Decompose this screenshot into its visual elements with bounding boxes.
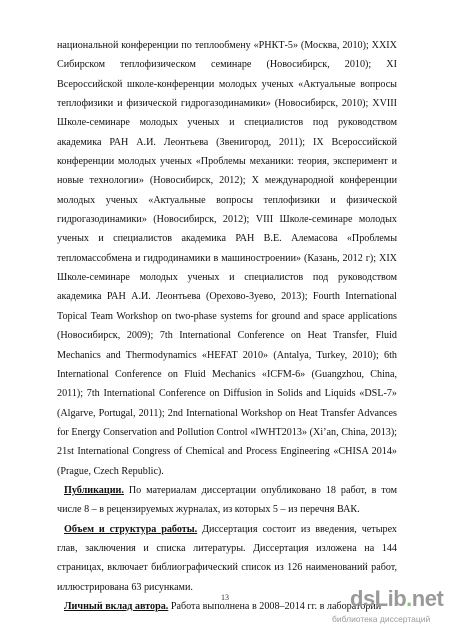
dslib-logo xyxy=(350,586,443,612)
contribution-heading: Личный вклад автора. xyxy=(64,600,169,612)
page-body xyxy=(57,36,397,616)
structure-text: Диссертация состоит из введения, четырех глав, заключения и списка литературы. Диссертация изложена на 144 страницах, включает библиографический список из 126 наименований работ, иллюстрирована 63 рисунками. xyxy=(57,523,397,593)
contribution-text: Работа выполнена в 2008–2014 гг. в лаборатории xyxy=(168,600,382,612)
dslib-watermark[interactable] xyxy=(332,586,446,632)
logo-suffix: net xyxy=(411,586,444,611)
paragraph-publications xyxy=(57,481,397,520)
paragraph-conferences: национальной конференции по теплообмену «РНКТ-5» (Москва, 2010); XXIX Сибирском теплофизическом семинаре (Новосибирск, 2010); XI Всероссийской школе-конференции молодых ученых «Актуальные вопросы теплофизики и физической гидрогазодинамики» (Новосибирск, 2010); XVIII Школе-семинаре молодых ученых и специалистов под руководством академика РАН А.И. Леонтьева (Звенигород, 2011); IX Всероссийской конференции молодых ученых «Проблемы механики: теория, эксперимент и новые технологии» (Новосибирск, 2012); X международной конференции молодых ученых «Актуальные вопросы теплофизики и физической гидрогазодинамики» (Новосибирск, 2012); VIII Школе-семинаре молодых ученых и специалистов академика РАН В.Е. Алемасова «Проблемы тепломассобмена и гидродинамики в машиностроении» (Казань, 2012 г); XIX Школе-семинаре молодых ученых и специалистов под руководством академика РАН А.И. Леонтьева (Орехово-Зуево, 2013); Fourth International Topical Team Workshop on two-phase systems for ground and space applications (Новосибирск, 2009); 7th International Conference on Heat Transfer, Fluid Mechanics and Thermodynamics «HEFAT 2010» (Antalya, Turkey, 2010); 6th International Conference on Fluid Mechanics «ICFM-6» (Guangzhou, China, 2011); 7th International Conference on Diffusion in Solids and Liquids «DSL-7» (Algarve, Portugal, 2011); 2nd International Workshop on Heat Transfer Advances for Energy Conservation and Pollution Control «IWHT2013» (Xi’an, China, 2013); 21st International Congress of Chemical and Process Engineering «CHISA 2014» (Prague, Czech Republic). xyxy=(57,40,397,477)
publications-text: По материалам диссертации опубликовано 18 работ, в том числе 8 – в рецензируемых журналах, из которых 5 – из перечня ВАК. xyxy=(57,484,397,516)
structure-heading: Объем и структура работы. xyxy=(64,523,198,535)
watermark-subtitle: библиотека диссертаций xyxy=(332,614,431,624)
logo-dot: . xyxy=(406,586,412,611)
page-number: 13 xyxy=(221,593,229,602)
logo-prefix: dsLib xyxy=(350,586,407,611)
publications-heading: Публикации. xyxy=(64,484,124,496)
